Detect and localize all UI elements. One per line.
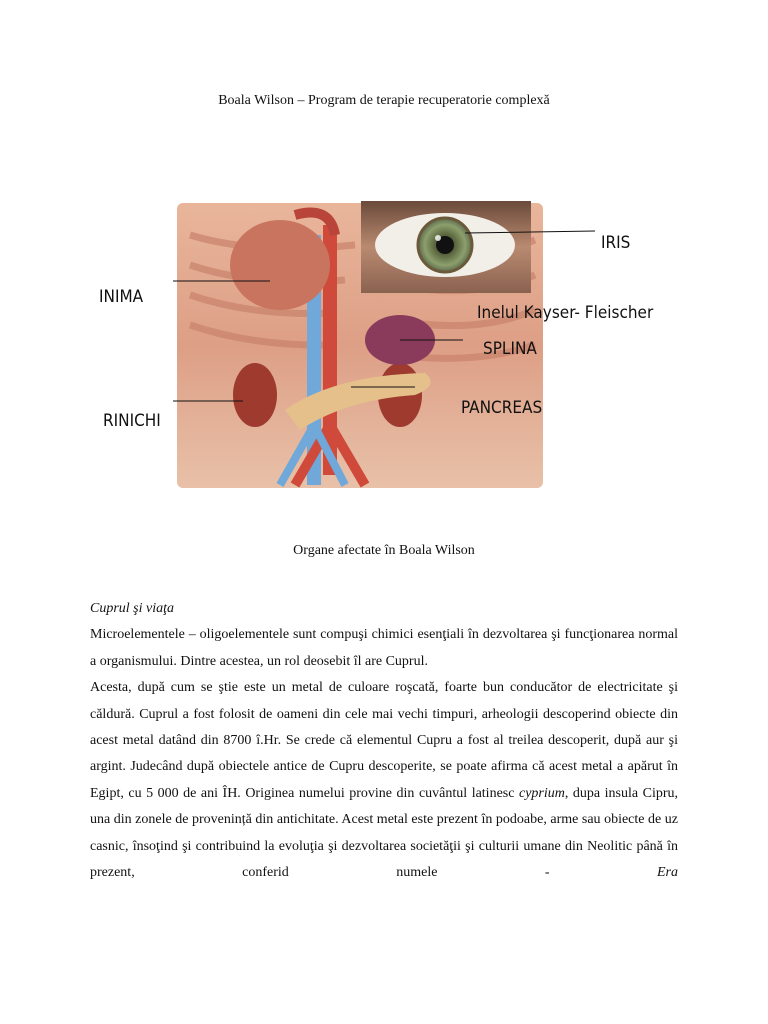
paragraph-2-italic: cyprium xyxy=(518,785,565,801)
label-splina: SPLINA xyxy=(483,339,537,359)
paragraph-2-start: Acesta, după cum se ştie este un metal de culoare roşcată, foarte bun conducător de electricitate şi căldură. Cuprul a fost folosit de oameni din cele mai vechi timpuri, arheologii descoperind obiecte din acest metal datând din 8700 î.Hr. Se crede că elementul Cupru a fost al treilea descoperit, după aur şi argint. Judecând după obiectele antice de Cupru descoperite, se poate afirma că acest metal a apărut în Egipt, cu 5 000 de ani ÎH. Originea numelui provine din cuvântul latinesc xyxy=(90,680,678,801)
paragraph-2-tail: Era xyxy=(657,865,678,881)
paragraph-1: Microelementele – oligoelementele sunt compuşi chimici esenţiali în dezvoltarea şi funcţionarea normal a organismului. Dintre acestea, un rol deosebit îl are Cuprul. xyxy=(90,627,678,669)
paragraph-2-end: , dupa insula Cipru, una din zonele de provenință din antichitate. Acest metal este prezent în podoabe, arme sau obiecte de uz casnic, însoţind şi contribuind la evoluţia şi dezvoltarea societăţii şi culturii umane din Neolitic până în prezent, conferid numele - xyxy=(90,785,679,881)
label-rinichi: RINICHI xyxy=(103,411,161,431)
paragraph-2 xyxy=(90,675,678,886)
figure-caption: Organe afectate în Boala Wilson xyxy=(293,543,475,558)
label-kayser-fleischer: Inelul Kayser- Fleischer xyxy=(477,303,654,323)
page-header: Boala Wilson – Program de terapie recuperatorie complexă xyxy=(218,93,550,108)
section-body xyxy=(90,596,678,886)
eye-inset xyxy=(361,201,531,293)
label-pancreas: PANCREAS xyxy=(461,398,543,418)
anatomy-figure xyxy=(95,195,655,495)
label-iris: IRIS xyxy=(601,233,631,253)
label-inima: INIMA xyxy=(99,287,144,307)
section-heading: Cuprul şi viaţa xyxy=(90,601,175,616)
